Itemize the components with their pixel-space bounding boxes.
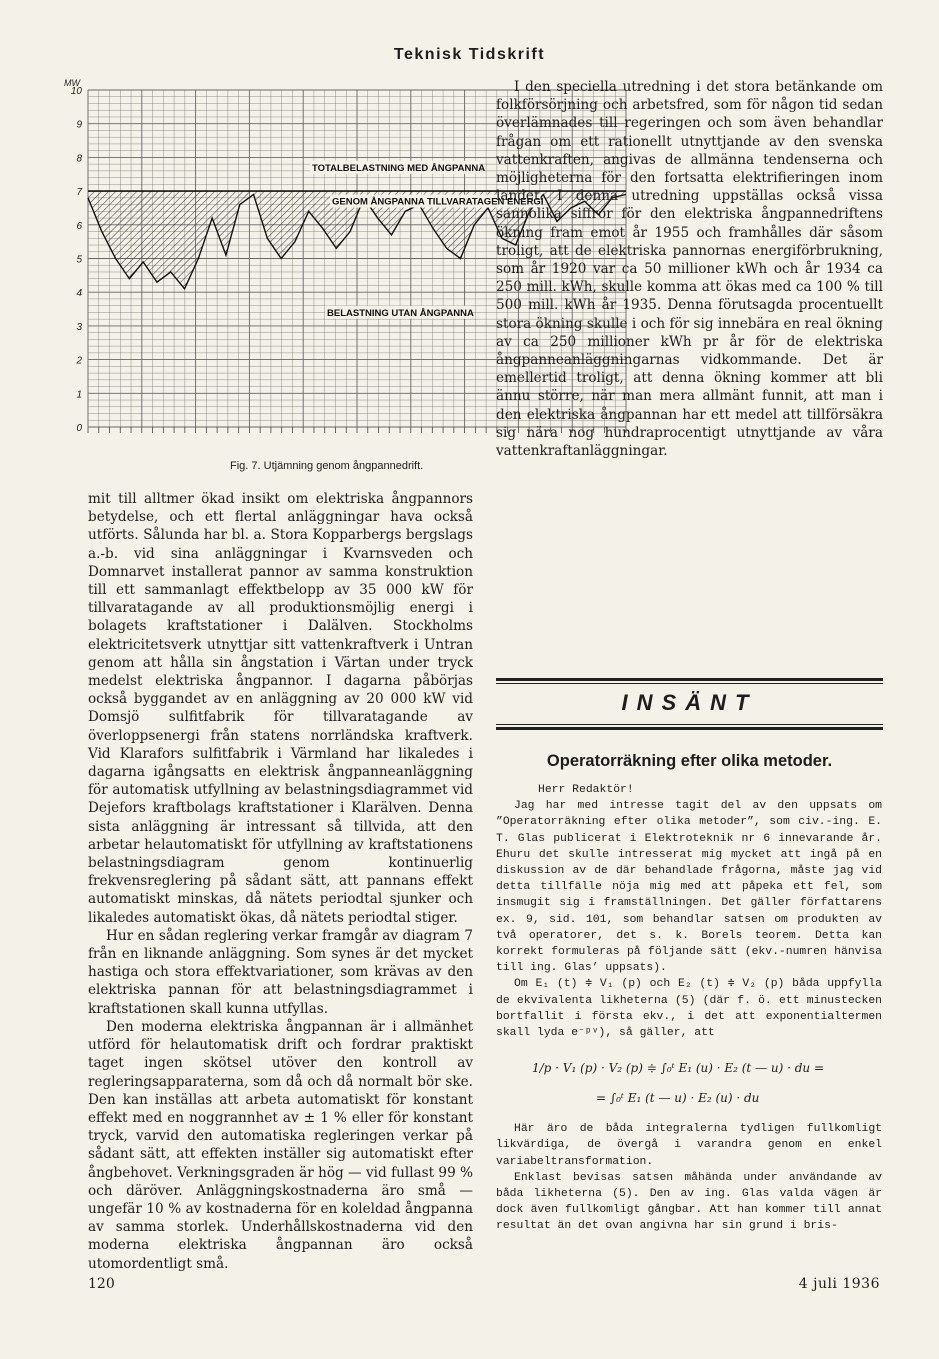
y-tick-label: 2 xyxy=(76,355,82,367)
letter-paragraph-3: Här äro de båda integralerna tydligen fullkomligt likvärdiga, de övergå i varandra genom en enkel variabeltransformation. xyxy=(496,1123,882,1168)
y-tick-label: 5 xyxy=(76,254,82,266)
left-paragraph-1: mit till alltmer ökad insikt om elektriska ångpannors betydelse, och ett flertal anläggningar hava också utförts. Sålunda har bl. a. Stora Kopparbergs bergslags a.-b. vid sina anläggningar i Kvarnsveden och Domnarvet installerat pannor av samma konstruktion till ett sammanlagt effektbelopp av 35 000 kW för tillvaratagande av all produktionsmöjlig energi i bolagets kraftstationer i Dalälven. Stockholms elektricitetsverk utnyttjar sitt vattenkraftverk i Untran genom att hålla sin ångstation i Värtan under tryck medelst elektriska ångpannor. I dagarna påbörjas också byggandet av en anläggning av 20 000 kW vid Domsjö sulfitfabrik för tillvaratagande av överloppsenergi från statens norrländska kraftverk. Vid Klarafors sulfitfabrik i Värmland har likaledes i dagarna igångsatts en elektrisk ångpanneanläggning för automatisk utfyllning av belastningsdiagrammet vid Dejefors kraftbolags kraftstationer i Klarälven. Denna sista anläggning är intressant så tillvida, att den arbetar helautomatiskt för utfyllning av kraftstationens belastningsdiagram genom kontinuerlig frekvensreglering på sådant sätt, att pannans effekt automatiskt minskas, då nätets periodtal sjunker och likaledes automatiskt ökas, då nätets periodtal stiger. xyxy=(88,491,473,926)
figure-caption: Fig. 7. Utjämning genom ångpannedrift. xyxy=(230,460,424,472)
right-column xyxy=(496,78,883,460)
y-tick-label: 10 xyxy=(70,86,82,97)
left-paragraph-3: Den moderna elektriska ångpannan är i allmänhet utförd för helautomatisk drift och fordrar praktiskt taget ingen skötsel utöver den kontroll av regleringsapparaterna, som då och då normalt bör ske. Den kan inställas att arbeta automatiskt för konstant effekt med en noggrannhet av ± 1 % eller för konstant tryck, varvid den automatiska regleringen verkar på sådant sätt, att effekten inställer sig automatiskt efter ångbehovet. Verkningsgraden är hög — vid fullast 99 % och däröver. Anläggningskostnaderna äro små — ungefär 10 % av kostnaderna för en koleldad ångpanna av samma storlek. Underhållskostnaderna vid den moderna elektriska ångpannan äro också utomordentligt små. xyxy=(88,1018,473,1272)
section-rule-top-thin xyxy=(496,683,883,684)
equation-1: 1/p · V₁ (p) · V₂ (p) ≑ ∫₀ᵗ E₁ (u) · E₂ (t — u) · du = xyxy=(532,1061,825,1076)
y-tick-label: 1 xyxy=(76,389,82,401)
y-tick-label: 7 xyxy=(76,187,82,199)
letter-paragraph-1: Jag har med intresse tagit del av den uppsats om ”Operatorräkning efter olika metoder”, som civ.-ing. E. T. Glas publicerat i Elektroteknik nr 6 innevarande år. Ehuru det skulle intresserat mig mycket att ingå på en diskussion av de där behandlade frågorna, måste jag vid detta tillfälle nöja mig med att påpeka ett fel, som insmugit sig i framställningen. Det gäller författarens ex. 9, sid. 101, som behandlar satsen om produkten av två operatorer, det s. k. Borels teorem. Detta kan korrekt formuleras på följande sätt (ekv.-numren hänvisa till ing. Glas’ uppsats). xyxy=(496,800,882,975)
y-axis-label: MW xyxy=(64,78,80,88)
y-tick-label: 0 xyxy=(76,423,82,434)
journal-header: Teknisk Tidskrift xyxy=(393,46,546,63)
section-rule-bottom xyxy=(496,727,883,730)
chart-annotation: GENOM ÅNGPANNA TILLVARATAGEN ENERGI xyxy=(332,196,544,208)
y-tick-label: 4 xyxy=(76,288,82,300)
section-rule-top xyxy=(496,678,883,681)
left-column xyxy=(88,490,473,1273)
issue-date: 4 juli 1936 xyxy=(798,1276,880,1292)
left-paragraph-2: Hur en sådan reglering verkar framgår av diagram 7 från en liknande anläggning. Som synes är det mycket hastiga och stora effektvariationer, som krävas av den elektriska pannan för att belastningsdiagrammet i kraftstationen skall kunna utfyllas. xyxy=(88,927,473,1017)
y-tick-label: 6 xyxy=(76,220,82,232)
y-tick-label: 3 xyxy=(76,321,82,333)
chart-annotation: BELASTNING UTAN ÅNGPANNA xyxy=(327,307,474,319)
section-rule-bottom-thin xyxy=(496,724,883,725)
page-number: 120 xyxy=(88,1276,115,1292)
y-tick-label: 8 xyxy=(76,153,82,165)
y-tick-label: 9 xyxy=(76,119,82,131)
letter-paragraph-4: Enklast bevisas satsen måhända under användande av båda likheterna (5). Den av ing. Glas valda vägen är dock även fullkomligt gångbar. Att han kommer till annat resultat än det ovan angivna har sin grund i bris- xyxy=(496,1171,882,1233)
chart-annotation: TOTALBELASTNING MED ÅNGPANNA xyxy=(312,162,486,174)
right-paragraph-1: I den speciella utredning i det stora betänkande om folkförsörjning och arbetsfred, som för någon tid sedan överlämnades till regeringen och som även behandlar frågan om ett rationellt utnyttjande av den svenska vattenkraften, angivas de allmänna tendenserna och möjligheterna för den fortsatta elektrifieringen inom landet. I denna utredning uppställas också vissa sannolika siffror för den elektriska ångpannedriftens ökning fram emot år 1955 och framhålles där såsom troligt, att de elektriska pannornas energiförbrukning, som år 1920 var ca 50 millioner kWh och år 1934 ca 250 mill. kWh, skulle komma att ökas med ca 100 % till 500 mill. kWh år 1935. Denna förutsagda procentuellt stora ökning skulle i och för sig innebära en real ökning av ca 250 millioner kWh pr år för de elektriska ångpanneanläggningarnas vidkommande. Det är emellertid troligt, att denna ökning kommer att bli ännu större, när man mera allmänt funnit, att man i den elektriska ångpannan har ett medel att tillförsäkra sig nära nog hundraprocentigt utnyttjande av våra vattenkraftanläggningar. xyxy=(496,79,883,460)
equation-2: = ∫₀ᵗ E₁ (t — u) · E₂ (u) · du xyxy=(596,1091,760,1106)
section-heading: INSÄNT xyxy=(621,690,758,715)
letter-paragraph-2: Om E₁ (t) ≑ V₁ (p) och E₂ (t) ≑ V₂ (p) båda uppfylla de ekvivalenta likheterna (5) (där f. ö. ett minustecken bortfallit i första ekv., i det att exponentialtermen skall lyda e⁻ᵖᵛ), så gäller, att xyxy=(496,978,882,1040)
letter-salutation: Herr Redaktör! xyxy=(538,784,634,796)
article-title: Operatorräkning efter olika metoder. xyxy=(546,752,833,770)
letter-body xyxy=(496,782,882,1235)
